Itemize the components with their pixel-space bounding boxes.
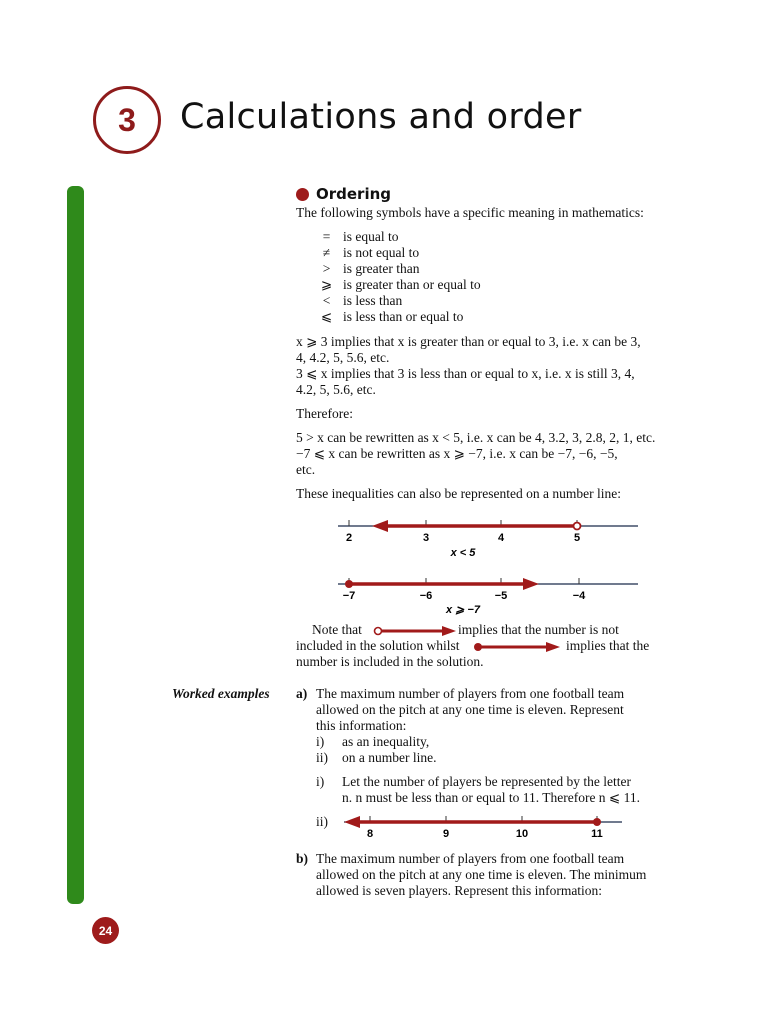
tick-label: 5 (573, 532, 581, 544)
answer-line: Let the number of players be represented by the letter (342, 774, 632, 789)
section-heading (296, 185, 391, 203)
arrow-left-icon (344, 816, 360, 828)
tick-label: 9 (442, 828, 450, 840)
paragraph-line: 5 > x can be rewritten as x < 5, i.e. x can be 4, 3.2, 3, 2.8, 2, 1, etc. (296, 430, 656, 445)
numberline-caption: x < 5 (450, 547, 476, 559)
symbol-list (310, 229, 481, 325)
numberline-intro: These inequalities can also be represented on a number line: (296, 486, 622, 501)
note-text: number is included in the solution. (296, 654, 484, 669)
side-decoration-bar (67, 186, 84, 904)
tick-label: 2 (345, 532, 353, 544)
tick-label: −7 (342, 590, 356, 602)
symbol-row (310, 293, 481, 309)
example-line: The maximum number of players from one football team (316, 686, 625, 701)
note-text: implies that the number is not (458, 622, 619, 637)
example-label: a) (296, 686, 308, 701)
symbol-row (310, 261, 481, 277)
example-label: b) (296, 851, 309, 866)
chapter-number-badge (93, 86, 161, 154)
intro-text: The following symbols have a specific meaning in mathematics: (296, 205, 644, 220)
symbol-meaning: is greater than (343, 261, 420, 276)
worked-examples-label: Worked examples (172, 686, 270, 701)
symbol: ≠ (322, 245, 331, 260)
symbol-meaning: is greater than or equal to (343, 277, 481, 292)
symbol-row (310, 277, 481, 293)
paragraph-line: 4, 4.2, 5, 5.6, etc. (296, 350, 390, 365)
example-line: allowed on the pitch at any one time is eleven. Represent (316, 702, 624, 717)
arrow-right-icon (523, 578, 539, 590)
sub-label: ii) (316, 750, 328, 765)
closed-circle-icon (345, 580, 353, 588)
symbol-meaning: is equal to (343, 229, 399, 244)
therefore-text: Therefore: (296, 406, 353, 421)
symbol-meaning: is not equal to (343, 245, 420, 260)
sub-text: as an inequality, (342, 734, 430, 749)
example-line: this information: (316, 718, 407, 733)
note-text: included in the solution whilst (296, 638, 460, 653)
symbol: > (322, 261, 331, 276)
answer-label: i) (316, 774, 325, 789)
open-circle-icon (574, 523, 581, 530)
sub-label: i) (316, 734, 325, 749)
tick-label: 11 (591, 828, 603, 840)
answer-line: n. n must be less than or equal to 11. Therefore n ⩽ 11. (342, 790, 640, 805)
closed-circle-icon (593, 818, 601, 826)
numberline-x-ge-minus-7 (330, 572, 650, 618)
paragraph-line: x ⩾ 3 implies that x is greater than or equal to 3, i.e. x can be 3, (296, 334, 641, 349)
arrow-left-icon (372, 520, 388, 532)
note-text: implies that the (566, 638, 650, 653)
symbol-row (310, 245, 481, 261)
section-heading-text: Ordering (316, 185, 392, 203)
paragraph-line: −7 ⩽ x can be rewritten as x ⩾ −7, i.e. x can be −7, −6, −5, (296, 446, 618, 461)
symbol-row (310, 229, 481, 245)
symbol-meaning: is less than (343, 293, 403, 308)
paragraph-line: 3 ⩽ x implies that 3 is less than or equal to x, i.e. x is still 3, 4, (296, 366, 635, 381)
tick-label: 10 (515, 828, 529, 840)
numberline-n-le-11 (338, 812, 628, 842)
numberline-x-less-than-5 (330, 514, 650, 564)
symbol-meaning: is less than or equal to (343, 309, 464, 324)
symbol: < (322, 293, 331, 308)
page-number: 24 (92, 917, 119, 944)
example-line: The maximum number of players from one football team (316, 851, 625, 866)
tick-label: 4 (497, 532, 505, 544)
symbol: ⩽ (320, 309, 333, 324)
tick-label: −4 (572, 590, 586, 602)
chapter-title: Calculations and order (180, 97, 582, 137)
paragraph-line: etc. (296, 462, 316, 477)
symbol: ⩾ (320, 277, 333, 292)
closed-arrow-icon (472, 640, 562, 654)
tick-label: −5 (494, 590, 508, 602)
tick-label: 3 (422, 532, 430, 544)
answer-label: ii) (316, 814, 328, 829)
example-line: allowed is seven players. Represent this information: (316, 883, 603, 898)
symbol: = (322, 229, 331, 244)
section-bullet-icon (296, 188, 309, 201)
tick-label: 8 (366, 828, 374, 840)
numberline-caption: x ⩾ −7 (446, 604, 480, 616)
paragraph-line: 4.2, 5, 5.6, etc. (296, 382, 376, 397)
example-line: allowed on the pitch at any one time is eleven. The minimum (316, 867, 647, 882)
symbol-row (310, 309, 481, 325)
chapter-number: 3 (118, 101, 136, 138)
tick-label: −6 (419, 590, 433, 602)
sub-text: on a number line. (342, 750, 437, 765)
open-arrow-icon (372, 624, 458, 638)
note-text: Note that (312, 622, 362, 637)
